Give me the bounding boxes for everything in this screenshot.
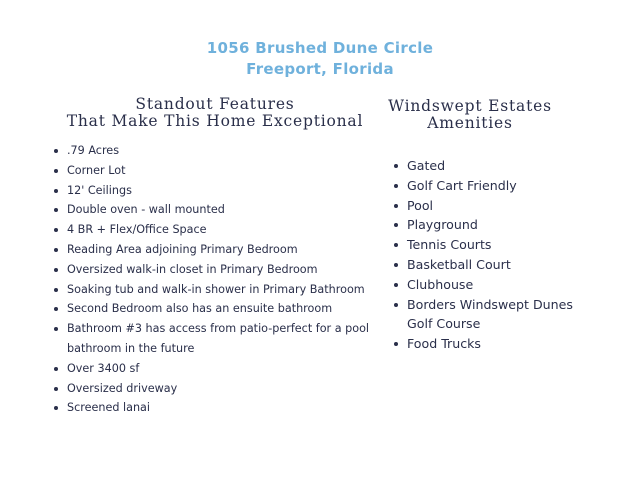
amenities-heading xyxy=(380,98,560,132)
amenity-item: Tennis Courts xyxy=(390,235,590,255)
bullet-icon xyxy=(394,243,398,247)
bullet-icon xyxy=(394,164,398,168)
amenity-item: Food Trucks xyxy=(390,334,590,354)
bullet-icon xyxy=(54,268,58,272)
bullet-icon xyxy=(394,223,398,227)
amenity-item: Borders Windswept Dunes Golf Course xyxy=(390,295,590,335)
bullet-icon xyxy=(54,149,58,153)
amenity-item: Gated xyxy=(390,156,590,176)
bullet-icon xyxy=(394,283,398,287)
feature-item: Bathroom #3 has access from patio-perfect for a pool bathroom in the future xyxy=(50,319,370,359)
feature-item: .79 Acres xyxy=(50,141,370,161)
amenities-heading-line2: Amenities xyxy=(427,114,513,132)
address-city-state: Freeport, Florida xyxy=(246,60,394,78)
features-heading-line1: Standout Features xyxy=(135,95,295,113)
bullet-icon xyxy=(54,169,58,173)
bullet-icon xyxy=(54,189,58,193)
amenity-item: Pool xyxy=(390,196,590,216)
amenity-item: Golf Cart Friendly xyxy=(390,176,590,196)
bullet-icon xyxy=(54,248,58,252)
bullet-icon xyxy=(54,387,58,391)
property-address xyxy=(0,38,640,80)
bullet-icon xyxy=(54,288,58,292)
amenities-heading-line1: Windswept Estates xyxy=(388,97,552,115)
amenities-list xyxy=(390,156,590,354)
bullet-icon xyxy=(394,204,398,208)
features-heading-line2: That Make This Home Exceptional xyxy=(66,112,364,130)
feature-item: Reading Area adjoining Primary Bedroom xyxy=(50,240,370,260)
amenity-item: Basketball Court xyxy=(390,255,590,275)
bullet-icon xyxy=(54,406,58,410)
feature-item: Corner Lot xyxy=(50,161,370,181)
bullet-icon xyxy=(394,263,398,267)
bullet-icon xyxy=(54,367,58,371)
feature-item: Screened lanai xyxy=(50,398,370,418)
feature-item: Second Bedroom also has an ensuite bathroom xyxy=(50,299,370,319)
bullet-icon xyxy=(54,307,58,311)
bullet-icon xyxy=(54,327,58,331)
bullet-icon xyxy=(394,342,398,346)
feature-item: 12' Ceilings xyxy=(50,181,370,201)
feature-item: Over 3400 sf xyxy=(50,359,370,379)
features-list xyxy=(50,141,370,418)
feature-item: 4 BR + Flex/Office Space xyxy=(50,220,370,240)
bullet-icon xyxy=(394,303,398,307)
bullet-icon xyxy=(394,184,398,188)
bullet-icon xyxy=(54,208,58,212)
amenity-item: Clubhouse xyxy=(390,275,590,295)
feature-item: Soaking tub and walk-in shower in Primary Bathroom xyxy=(50,280,370,300)
amenity-item: Playground xyxy=(390,215,590,235)
address-street: 1056 Brushed Dune Circle xyxy=(206,39,434,57)
features-heading xyxy=(60,96,370,130)
bullet-icon xyxy=(54,228,58,232)
feature-item: Oversized walk-in closet in Primary Bedroom xyxy=(50,260,370,280)
feature-item: Oversized driveway xyxy=(50,379,370,399)
feature-item: Double oven - wall mounted xyxy=(50,200,370,220)
